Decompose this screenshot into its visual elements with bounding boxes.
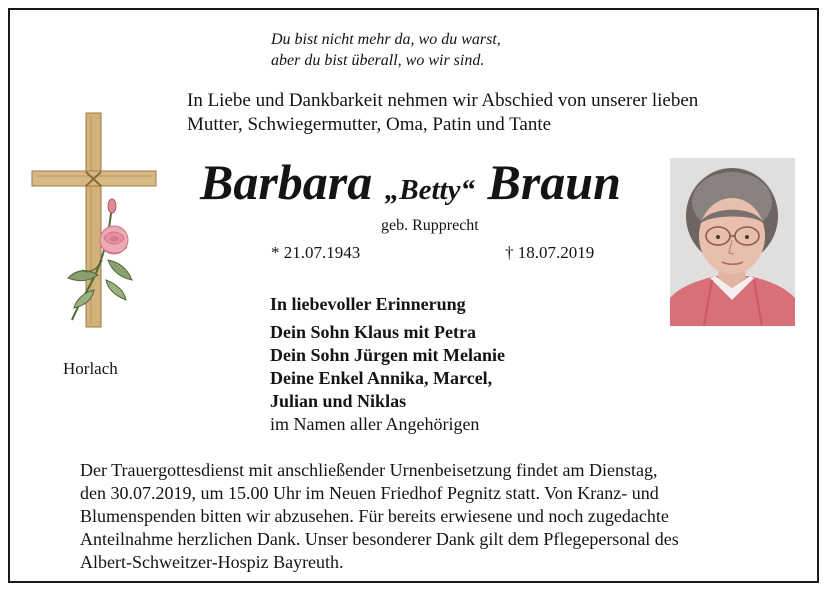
service-line: Albert-Schweitzer-Hospiz Bayreuth. — [80, 552, 344, 572]
wooden-cross-icon — [28, 110, 158, 330]
service-line: Anteilnahme herzlichen Dank. Unser besonderer Dank gilt dem Pflegepersonal des — [80, 529, 679, 549]
mourner-line: Dein Sohn Klaus mit Petra — [270, 322, 477, 342]
service-line: Der Trauergottesdienst mit anschließender Urnenbeisetzung findet am Dienstag, — [80, 460, 658, 480]
nickname: „Betty“ — [384, 174, 475, 206]
mourners-list — [270, 321, 505, 436]
mourner-line: Julian und Niklas — [270, 391, 407, 411]
intro-line: In Liebe und Dankbarkeit nehmen wir Abschied von unserer lieben — [187, 90, 699, 111]
motto-line: aber du bist überall, wo wir sind. — [271, 52, 485, 69]
first-name: Barbara — [200, 154, 373, 210]
service-line: Blumenspenden bitten wir abzusehen. Für bereits erwiesene und noch zugedachte — [80, 506, 669, 526]
maiden-name: geb. Rupprecht — [381, 217, 479, 234]
service-line: den 30.07.2019, um 15.00 Uhr im Neuen Friedhof Pegnitz statt. Von Kranz- und — [80, 483, 659, 503]
intro-line: Mutter, Schwiegermutter, Oma, Patin und Tante — [187, 114, 552, 135]
death-date: † 18.07.2019 — [505, 243, 595, 262]
deceased-name — [200, 150, 621, 222]
intro-text — [187, 89, 698, 137]
motto-quote — [271, 29, 501, 71]
last-name: Braun — [487, 154, 621, 210]
mourner-line: Dein Sohn Jürgen mit Melanie — [270, 345, 506, 365]
memory-heading: In liebevoller Erinnerung — [270, 294, 466, 314]
motto-line: Du bist nicht mehr da, wo du warst, — [271, 31, 501, 48]
portrait-photo — [670, 158, 795, 326]
mourner-line: Deine Enkel Annika, Marcel, — [270, 368, 493, 388]
birth-date: * 21.07.1943 — [271, 243, 361, 262]
place-name: Horlach — [63, 359, 118, 378]
closing-line: im Namen aller Angehörigen — [270, 414, 480, 434]
service-info — [80, 459, 679, 574]
